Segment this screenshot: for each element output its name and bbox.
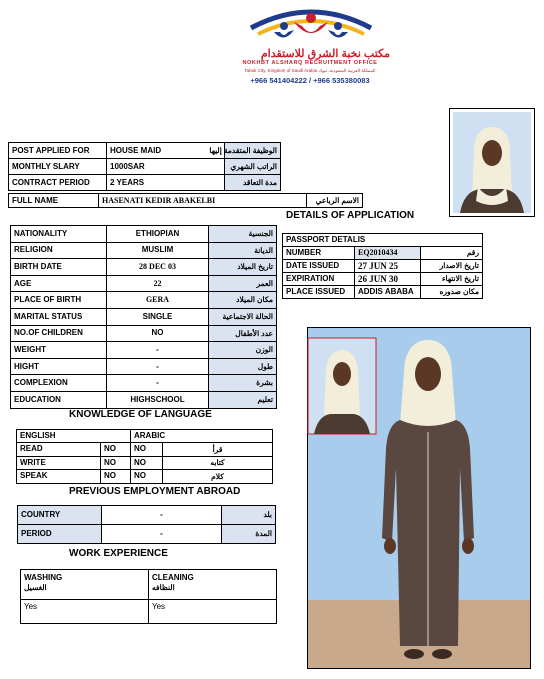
- passport-label: PLACE ISSUED: [283, 286, 355, 299]
- language-table: [16, 429, 273, 484]
- work-col1-header: [21, 570, 149, 600]
- personal-label-arabic: عدد الأطفال: [209, 325, 277, 342]
- passport-label-arabic: مكان صدوره: [421, 286, 483, 299]
- language-english-value: NO: [101, 443, 131, 457]
- passport-photo: [450, 109, 534, 216]
- job-label: MONTHLY SLARY: [9, 159, 107, 175]
- work-title: WORK EXPERIENCE: [69, 548, 168, 559]
- job-value: HOUSE MAID: [107, 143, 225, 159]
- table-row: [17, 456, 273, 470]
- passport-label: DATE ISSUED: [283, 260, 355, 273]
- passport-value: 26 JUN 30: [355, 273, 421, 286]
- language-english-value: NO: [101, 470, 131, 484]
- personal-label: AGE: [11, 275, 107, 292]
- employment-value: -: [102, 525, 222, 544]
- passport-label-arabic: رقم: [421, 247, 483, 260]
- passport-label: NUMBER: [283, 247, 355, 260]
- table-row: [9, 175, 281, 191]
- passport-label: EXPIRATION: [283, 273, 355, 286]
- table-row: [9, 143, 281, 159]
- passport-label-arabic: تاريخ الاصدار: [421, 260, 483, 273]
- table-row: [283, 286, 483, 299]
- employment-table: [17, 505, 276, 544]
- job-label-arabic: الوظيفة المتقدمة إليها: [225, 143, 281, 159]
- language-col-english: ENGLISH: [17, 430, 131, 443]
- language-col-arabic: ARABIC: [131, 430, 273, 443]
- work-col1-arabic: الغسيل: [24, 583, 47, 593]
- personal-label: EDUCATION: [11, 391, 107, 408]
- job-label-arabic: مدة التعاقد: [225, 175, 281, 191]
- passport-value: 27 JUN 25: [355, 260, 421, 273]
- full-name-label: FULL NAME: [9, 194, 99, 208]
- personal-label: NO.OF CHILDREN: [11, 325, 107, 342]
- job-table: [8, 142, 281, 191]
- language-skill-label: WRITE: [17, 456, 101, 470]
- table-row: [9, 159, 281, 175]
- personal-label: PLACE OF BIRTH: [11, 292, 107, 309]
- work-col2-header: [149, 570, 277, 600]
- personal-value: 22: [107, 275, 209, 292]
- table-row: [283, 260, 483, 273]
- passport-value: ADDIS ABABA: [355, 286, 421, 299]
- table-row: [11, 242, 277, 259]
- personal-label-arabic: الديانة: [209, 242, 277, 259]
- personal-label-arabic: طول: [209, 358, 277, 375]
- work-col1-value: Yes: [21, 600, 149, 624]
- personal-value: -: [107, 375, 209, 392]
- personal-table: [10, 225, 277, 409]
- language-arabic-value: NO: [131, 443, 163, 457]
- language-arabic-value: NO: [131, 456, 163, 470]
- employment-label: COUNTRY: [18, 506, 102, 525]
- personal-value: HIGHSCHOOL: [107, 391, 209, 408]
- language-skill-arabic: قرأ: [163, 443, 273, 457]
- personal-label: NATIONALITY: [11, 226, 107, 243]
- company-phones: +966 541404222 / +966 535380083: [250, 76, 370, 85]
- employment-label-arabic: بلد: [222, 506, 276, 525]
- job-label: POST APPLIED FOR: [9, 143, 107, 159]
- job-label: CONTRACT PERIOD: [9, 175, 107, 191]
- personal-label-arabic: الجنسية: [209, 226, 277, 243]
- passport-label-arabic: تاريخ الانتهاء: [421, 273, 483, 286]
- personal-label-arabic: الحالة الاجتماعية: [209, 308, 277, 325]
- table-row: [17, 443, 273, 457]
- table-row: [11, 292, 277, 309]
- table-row: [11, 275, 277, 292]
- table-row: [11, 308, 277, 325]
- employment-label-arabic: المدة: [222, 525, 276, 544]
- personal-label-arabic: الوزن: [209, 342, 277, 359]
- table-row: [11, 391, 277, 408]
- personal-label-arabic: تعليم: [209, 391, 277, 408]
- passport-table: [282, 233, 483, 299]
- personal-label: RELIGION: [11, 242, 107, 259]
- language-title: KNOWLEDGE OF LANGUAGE: [69, 409, 212, 420]
- language-arabic-value: NO: [131, 470, 163, 484]
- table-row: [18, 525, 276, 544]
- company-name-english: NOKHBT ALSHARQ RECRUITMENT OFFICE: [242, 60, 378, 66]
- table-row: [283, 247, 483, 260]
- table-row: [11, 325, 277, 342]
- language-skill-arabic: كلام: [163, 470, 273, 484]
- full-body-photo-frame: [307, 327, 531, 669]
- job-value: 1000SAR: [107, 159, 225, 175]
- work-col2-arabic: النظافه: [152, 583, 175, 593]
- personal-label-arabic: مكان الميلاد: [209, 292, 277, 309]
- personal-value: SINGLE: [107, 308, 209, 325]
- company-name-arabic: مكتب نخبة الشرق للاستقدام: [260, 48, 390, 60]
- personal-label: COMPLEXION: [11, 375, 107, 392]
- full-body-photo: [308, 328, 530, 668]
- table-row: [18, 506, 276, 525]
- personal-label-arabic: بشرة: [209, 375, 277, 392]
- employment-label: PERIOD: [18, 525, 102, 544]
- table-row: [11, 358, 277, 375]
- passport-title: PASSPORT DETALIS: [283, 234, 483, 247]
- language-skill-label: READ: [17, 443, 101, 457]
- work-col2-value: Yes: [149, 600, 277, 624]
- personal-value: -: [107, 358, 209, 375]
- work-table: [20, 569, 277, 624]
- personal-value: 28 DEC 03: [107, 259, 209, 276]
- work-col1-english: WASHING: [24, 573, 63, 582]
- table-row: [17, 470, 273, 484]
- full-name-table: [8, 193, 363, 208]
- personal-label: MARITAL STATUS: [11, 308, 107, 325]
- employment-title: PREVIOUS EMPLOYMENT ABROAD: [69, 486, 241, 497]
- table-row: [11, 259, 277, 276]
- personal-label-arabic: العمر: [209, 275, 277, 292]
- table-row: [11, 226, 277, 243]
- language-english-value: NO: [101, 456, 131, 470]
- passport-number-value: EQ2010434: [355, 247, 421, 260]
- employment-value: -: [102, 506, 222, 525]
- personal-label: BIRTH DATE: [11, 259, 107, 276]
- passport-photo-frame: [449, 108, 535, 217]
- personal-value: -: [107, 342, 209, 359]
- personal-label: HIGHT: [11, 358, 107, 375]
- full-name-label-arabic: الاسم الرباعي: [307, 194, 363, 208]
- language-skill-label: SPEAK: [17, 470, 101, 484]
- company-address: Tabuk City, Kingdom of Saudi Arabia المملكة العربية السعودية، تبوك: [244, 68, 376, 73]
- full-name-value: HASENATI KEDIR ABAKELBI: [99, 194, 307, 208]
- logo-emblem-icon: [196, 4, 426, 52]
- personal-label: WEIGHT: [11, 342, 107, 359]
- table-row: [11, 375, 277, 392]
- personal-value: GERA: [107, 292, 209, 309]
- table-row: [283, 273, 483, 286]
- work-col2-english: CLEANING: [152, 573, 194, 582]
- personal-value: NO: [107, 325, 209, 342]
- language-skill-arabic: كتابه: [163, 456, 273, 470]
- details-title: DETAILS OF APPLICATION: [286, 210, 415, 221]
- job-value: 2 YEARS: [107, 175, 225, 191]
- personal-value: ETHIOPIAN: [107, 226, 209, 243]
- personal-value: MUSLIM: [107, 242, 209, 259]
- table-row: [11, 342, 277, 359]
- personal-label-arabic: تاريخ الميلاد: [209, 259, 277, 276]
- job-label-arabic: الراتب الشهري: [225, 159, 281, 175]
